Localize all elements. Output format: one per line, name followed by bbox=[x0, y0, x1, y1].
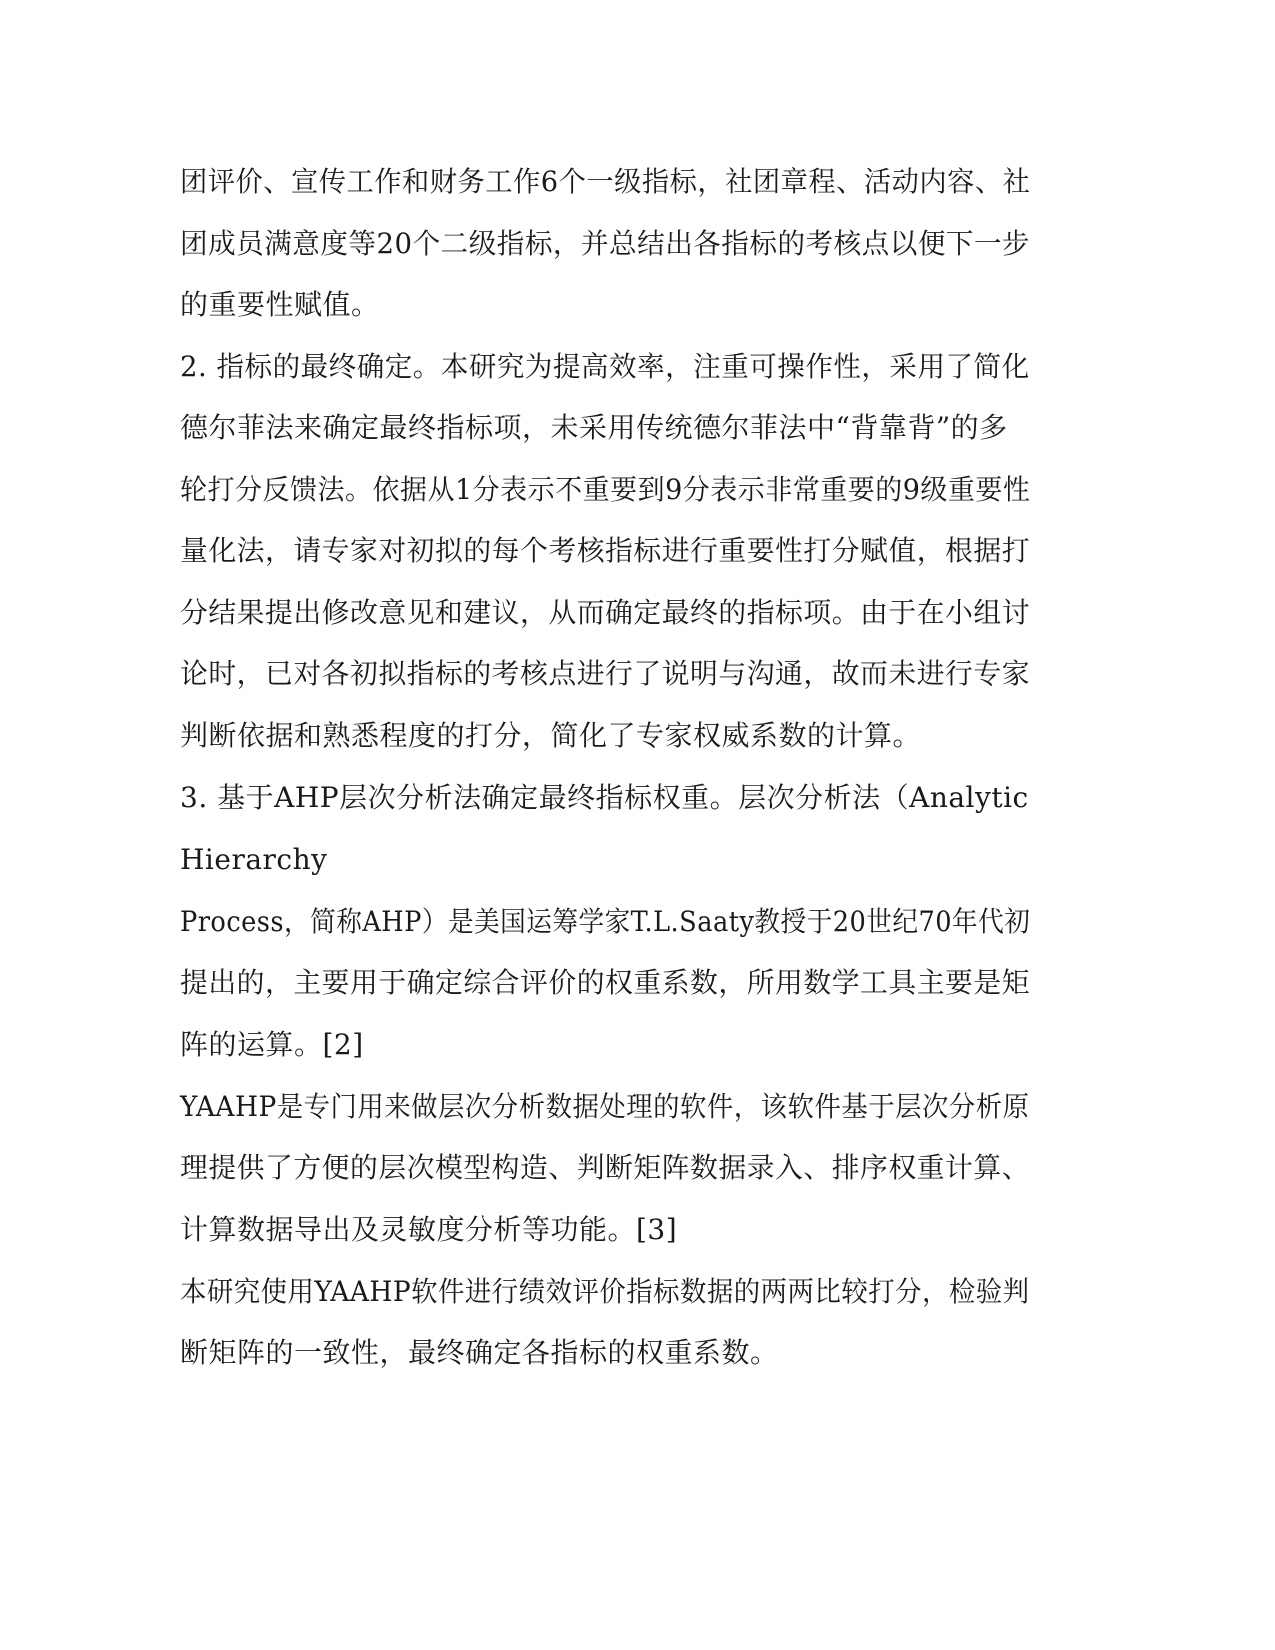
text-line: Process，简称AHP）是美国运筹学家T.L.Saaty教授于20世纪70年代初 bbox=[180, 905, 1031, 938]
text-line: 团评价、宣传工作和财务工作6个一级指标，社团章程、活动内容、社 bbox=[180, 165, 1031, 198]
text-line: 判断依据和熟悉程度的打分，简化了专家权威系数的计算。 bbox=[180, 719, 922, 752]
text-line: 断矩阵的一致性，最终确定各指标的权重系数。 bbox=[180, 1336, 779, 1369]
text-line: YAAHP是专门用来做层次分析数据处理的软件，该软件基于层次分析原 bbox=[180, 1090, 1030, 1123]
text-line: Hierarchy bbox=[180, 843, 328, 876]
text-line: 本研究使用YAAHP软件进行绩效评价指标数据的两两比较打分，检验判 bbox=[180, 1275, 1030, 1308]
text-line: 团成员满意度等20个二级指标，并总结出各指标的考核点以便下一步 bbox=[180, 227, 1031, 260]
text-line: 2. 指标的最终确定。本研究为提高效率，注重可操作性，采用了简化 bbox=[180, 350, 1030, 383]
text-line: 理提供了方便的层次模型构造、判断矩阵数据录入、排序权重计算、 bbox=[180, 1151, 1031, 1184]
text-line: 德尔菲法来确定最终指标项，未采用传统德尔菲法中“背靠背”的多 bbox=[180, 411, 1008, 444]
text-line: 提出的，主要用于确定综合评价的权重系数，所用数学工具主要是矩 bbox=[180, 966, 1031, 999]
text-line: 论时，已对各初拟指标的考核点进行了说明与沟通，故而未进行专家 bbox=[180, 657, 1031, 690]
text-line: 分结果提出修改意见和建议，从而确定最终的指标项。由于在小组讨 bbox=[180, 596, 1031, 629]
text-line: 3. 基于AHP层次分析法确定最终指标权重。层次分析法（Analytic bbox=[180, 781, 1029, 814]
text-line: 计算数据导出及灵敏度分析等功能。[3] bbox=[180, 1213, 678, 1246]
text-line: 阵的运算。[2] bbox=[180, 1028, 364, 1061]
text-line: 量化法，请专家对初拟的每个考核指标进行重要性打分赋值，根据打 bbox=[180, 534, 1031, 567]
text-line: 轮打分反馈法。依据从1分表示不重要到9分表示非常重要的9级重要性 bbox=[180, 473, 1031, 506]
text-line: 的重要性赋值。 bbox=[180, 288, 380, 321]
